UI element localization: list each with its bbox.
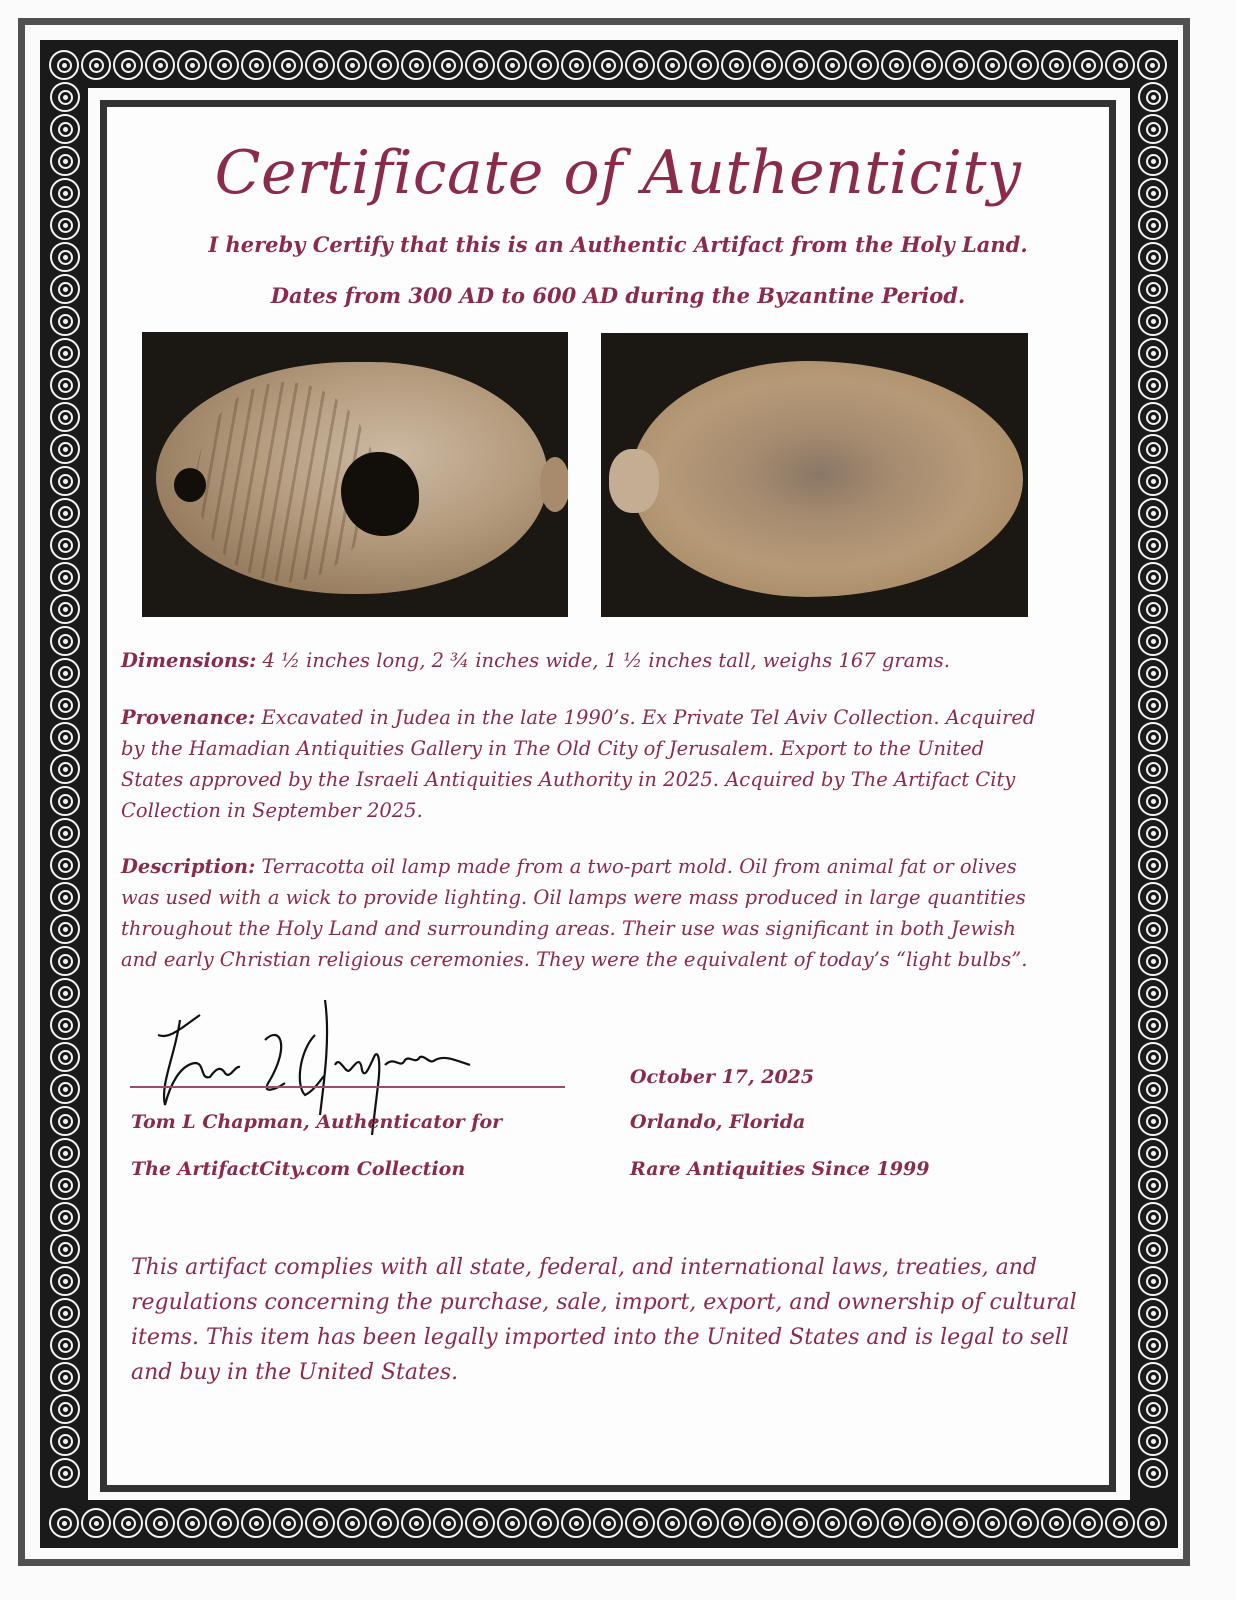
border-ring-icon <box>497 50 527 80</box>
border-ring-icon <box>465 50 495 80</box>
border-ring-icon <box>977 1508 1007 1538</box>
border-ring-icon <box>401 50 431 80</box>
border-ring-icon <box>1009 1508 1039 1538</box>
border-ring-icon <box>785 1508 815 1538</box>
border-ring-icon <box>50 1362 80 1392</box>
border-ring-icon <box>849 1508 879 1538</box>
border-ring-icon <box>1138 1298 1168 1328</box>
border-ring-icon <box>1138 1170 1168 1200</box>
border-ring-icon <box>849 50 879 80</box>
border-ring-icon <box>593 1508 623 1538</box>
border-ring-icon <box>50 1234 80 1264</box>
border-ring-icon <box>1041 50 1071 80</box>
border-ring-icon <box>50 370 80 400</box>
border-ring-icon <box>50 1394 80 1424</box>
border-ring-icon <box>1138 530 1168 560</box>
border-ring-icon <box>113 1508 143 1538</box>
border-ring-icon <box>50 1042 80 1072</box>
border-ring-icon <box>50 914 80 944</box>
border-ring-icon <box>241 1508 271 1538</box>
border-ring-icon <box>50 466 80 496</box>
description-value: Terracotta oil lamp made from a two-part mold. Oil from animal fat or olives was used with a wick to provide lighting. Oil lamps were mass produced in large quantities throughout the Holy Land and surrounding areas. Their use was significant in both Jewish and early Christian religious ceremonies. They were the equivalent of today’s “light bulbs”. <box>121 855 1028 971</box>
border-ring-icon <box>50 882 80 912</box>
border-ring-icon <box>145 1508 175 1538</box>
border-ring-icon <box>1138 1074 1168 1104</box>
border-ring-icon <box>1138 786 1168 816</box>
border-ring-icon <box>689 1508 719 1538</box>
border-ring-icon <box>50 658 80 688</box>
border-ring-icon <box>1138 1010 1168 1040</box>
border-ring-icon <box>1138 690 1168 720</box>
border-rings-top <box>48 49 1168 81</box>
border-ring-icon <box>1138 1458 1168 1488</box>
border-ring-icon <box>561 1508 591 1538</box>
signature-line <box>130 1086 565 1088</box>
border-ring-icon <box>1138 1266 1168 1296</box>
artifact-photo-top <box>142 332 568 617</box>
certificate-title: Certificate of Authenticity <box>214 138 1022 208</box>
border-ring-icon <box>1138 818 1168 848</box>
border-ring-icon <box>529 1508 559 1538</box>
border-ring-icon <box>1073 1508 1103 1538</box>
border-ring-icon <box>50 530 80 560</box>
artifact-photo-bottom <box>601 333 1028 617</box>
border-ring-icon <box>1041 1508 1071 1538</box>
border-ring-icon <box>50 818 80 848</box>
border-ring-icon <box>689 50 719 80</box>
border-ring-icon <box>113 50 143 80</box>
border-ring-icon <box>50 850 80 880</box>
border-ring-icon <box>50 1010 80 1040</box>
border-ring-icon <box>1137 1508 1167 1538</box>
border-ring-icon <box>50 722 80 752</box>
border-ring-icon <box>177 1508 207 1538</box>
border-ring-icon <box>1138 1106 1168 1136</box>
border-ring-icon <box>145 50 175 80</box>
border-ring-icon <box>1138 1362 1168 1392</box>
border-ring-icon <box>1138 1138 1168 1168</box>
border-ring-icon <box>913 1508 943 1538</box>
border-ring-icon <box>50 434 80 464</box>
border-ring-icon <box>1138 466 1168 496</box>
lamp-handle <box>540 457 568 512</box>
border-ring-icon <box>1138 850 1168 880</box>
border-ring-icon <box>305 50 335 80</box>
border-ring-icon <box>50 498 80 528</box>
certificate-date: October 17, 2025 <box>630 1066 815 1088</box>
border-ring-icon <box>50 690 80 720</box>
border-ring-icon <box>1138 402 1168 432</box>
border-ring-icon <box>50 306 80 336</box>
border-ring-icon <box>721 1508 751 1538</box>
border-ring-icon <box>1138 306 1168 336</box>
border-ring-icon <box>625 50 655 80</box>
dimensions-section <box>121 645 1051 676</box>
border-ring-icon <box>721 50 751 80</box>
border-ring-icon <box>1138 1202 1168 1232</box>
provenance-label: Provenance: <box>121 706 256 729</box>
border-ring-icon <box>881 1508 911 1538</box>
border-ring-icon <box>433 1508 463 1538</box>
border-ring-icon <box>817 1508 847 1538</box>
border-rings-bottom <box>48 1507 1168 1539</box>
border-ring-icon <box>1138 434 1168 464</box>
border-ring-icon <box>817 50 847 80</box>
border-ring-icon <box>50 1202 80 1232</box>
border-ring-icon <box>50 1266 80 1296</box>
border-ring-icon <box>753 50 783 80</box>
border-ring-icon <box>50 1458 80 1488</box>
border-ring-icon <box>465 1508 495 1538</box>
dating-statement: Dates from 300 AD to 600 AD during the Byzantine Period. <box>270 283 966 308</box>
certification-statement: I hereby Certify that this is an Authentic Artifact from the Holy Land. <box>208 232 1028 257</box>
border-ring-icon <box>50 1170 80 1200</box>
border-ring-icon <box>401 1508 431 1538</box>
dimensions-value: 4 ½ inches long, 2 ¾ inches wide, 1 ½ inches tall, weighs 167 grams. <box>256 649 951 672</box>
border-ring-icon <box>1138 626 1168 656</box>
border-ring-icon <box>50 594 80 624</box>
border-ring-icon <box>625 1508 655 1538</box>
border-ring-icon <box>50 754 80 784</box>
border-ring-icon <box>50 82 80 112</box>
border-ring-icon <box>1138 722 1168 752</box>
border-ring-icon <box>50 946 80 976</box>
border-ring-icon <box>1138 594 1168 624</box>
border-ring-icon <box>50 978 80 1008</box>
border-ring-icon <box>49 1508 79 1538</box>
border-ring-icon <box>1073 50 1103 80</box>
border-ring-icon <box>50 1138 80 1168</box>
description-label: Description: <box>121 855 256 878</box>
border-ring-icon <box>50 1074 80 1104</box>
border-ring-icon <box>50 1298 80 1328</box>
provenance-section <box>121 702 1051 826</box>
border-ring-icon <box>1138 658 1168 688</box>
border-ring-icon <box>1138 1330 1168 1360</box>
border-ring-icon <box>209 50 239 80</box>
border-ring-icon <box>337 50 367 80</box>
certificate-location: Orlando, Florida <box>630 1111 806 1133</box>
border-ring-icon <box>433 50 463 80</box>
border-ring-icon <box>1138 1042 1168 1072</box>
provenance-value: Excavated in Judea in the late 1990’s. Ex Private Tel Aviv Collection. Acquired by the Hamadian Antiquities Gallery in The Old City of Jerusalem. Export to the United States approved by the Israeli Antiquities Authority in 2025. Acquired by The Artifact City Collection in September 2025. <box>121 706 1036 822</box>
border-ring-icon <box>1138 562 1168 592</box>
dimensions-label: Dimensions: <box>121 649 257 672</box>
border-ring-icon <box>50 562 80 592</box>
border-ring-icon <box>561 50 591 80</box>
legal-notice: This artifact complies with all state, federal, and international laws, treaties, and regulations concerning the purchase, sale, import, export, and ownership of cultural items. This item has been legally imported into the United States and is legal to sell and buy in the United States. <box>131 1255 1077 1385</box>
border-ring-icon <box>305 1508 335 1538</box>
border-ring-icon <box>1138 914 1168 944</box>
border-ring-icon <box>1138 1234 1168 1264</box>
border-ring-icon <box>241 50 271 80</box>
border-ring-icon <box>593 50 623 80</box>
border-ring-icon <box>1138 978 1168 1008</box>
border-ring-icon <box>1137 50 1167 80</box>
border-ring-icon <box>529 50 559 80</box>
border-ring-icon <box>657 50 687 80</box>
border-ring-icon <box>1105 1508 1135 1538</box>
border-ring-icon <box>1138 338 1168 368</box>
border-ring-icon <box>945 50 975 80</box>
border-ring-icon <box>50 786 80 816</box>
border-ring-icon <box>753 1508 783 1538</box>
border-ring-icon <box>1009 50 1039 80</box>
border-ring-icon <box>913 50 943 80</box>
border-ring-icon <box>81 1508 111 1538</box>
border-ring-icon <box>497 1508 527 1538</box>
border-ring-icon <box>50 1426 80 1456</box>
border-ring-icon <box>1105 50 1135 80</box>
border-ring-icon <box>50 1330 80 1360</box>
border-ring-icon <box>369 1508 399 1538</box>
border-ring-icon <box>50 402 80 432</box>
border-ring-icon <box>881 50 911 80</box>
border-ring-icon <box>1138 946 1168 976</box>
border-ring-icon <box>1138 1426 1168 1456</box>
border-ring-icon <box>273 50 303 80</box>
company-tagline: Rare Antiquities Since 1999 <box>630 1158 930 1180</box>
border-ring-icon <box>50 338 80 368</box>
border-ring-icon <box>177 50 207 80</box>
signer-collection: The ArtifactCity.com Collection <box>131 1158 466 1180</box>
lamp-wick-hole <box>174 468 206 502</box>
border-ring-icon <box>1138 754 1168 784</box>
border-ring-icon <box>1138 1394 1168 1424</box>
description-section <box>121 851 1051 975</box>
border-ring-icon <box>81 50 111 80</box>
signer-name: Tom L Chapman, Authenticator for <box>131 1111 503 1133</box>
border-ring-icon <box>50 1106 80 1136</box>
border-ring-icon <box>945 1508 975 1538</box>
border-ring-icon <box>1138 882 1168 912</box>
lamp-top-view-shape <box>156 362 548 594</box>
border-ring-icon <box>50 626 80 656</box>
border-ring-icon <box>273 1508 303 1538</box>
border-ring-icon <box>209 1508 239 1538</box>
lamp-nozzle <box>609 449 659 513</box>
border-ring-icon <box>369 50 399 80</box>
border-ring-icon <box>1138 370 1168 400</box>
border-ring-icon <box>1138 498 1168 528</box>
lamp-underside-shape <box>631 361 1023 597</box>
border-ring-icon <box>657 1508 687 1538</box>
border-ring-icon <box>1138 82 1168 112</box>
border-ring-icon <box>337 1508 367 1538</box>
border-ring-icon <box>977 50 1007 80</box>
border-ring-icon <box>49 50 79 80</box>
border-ring-icon <box>785 50 815 80</box>
